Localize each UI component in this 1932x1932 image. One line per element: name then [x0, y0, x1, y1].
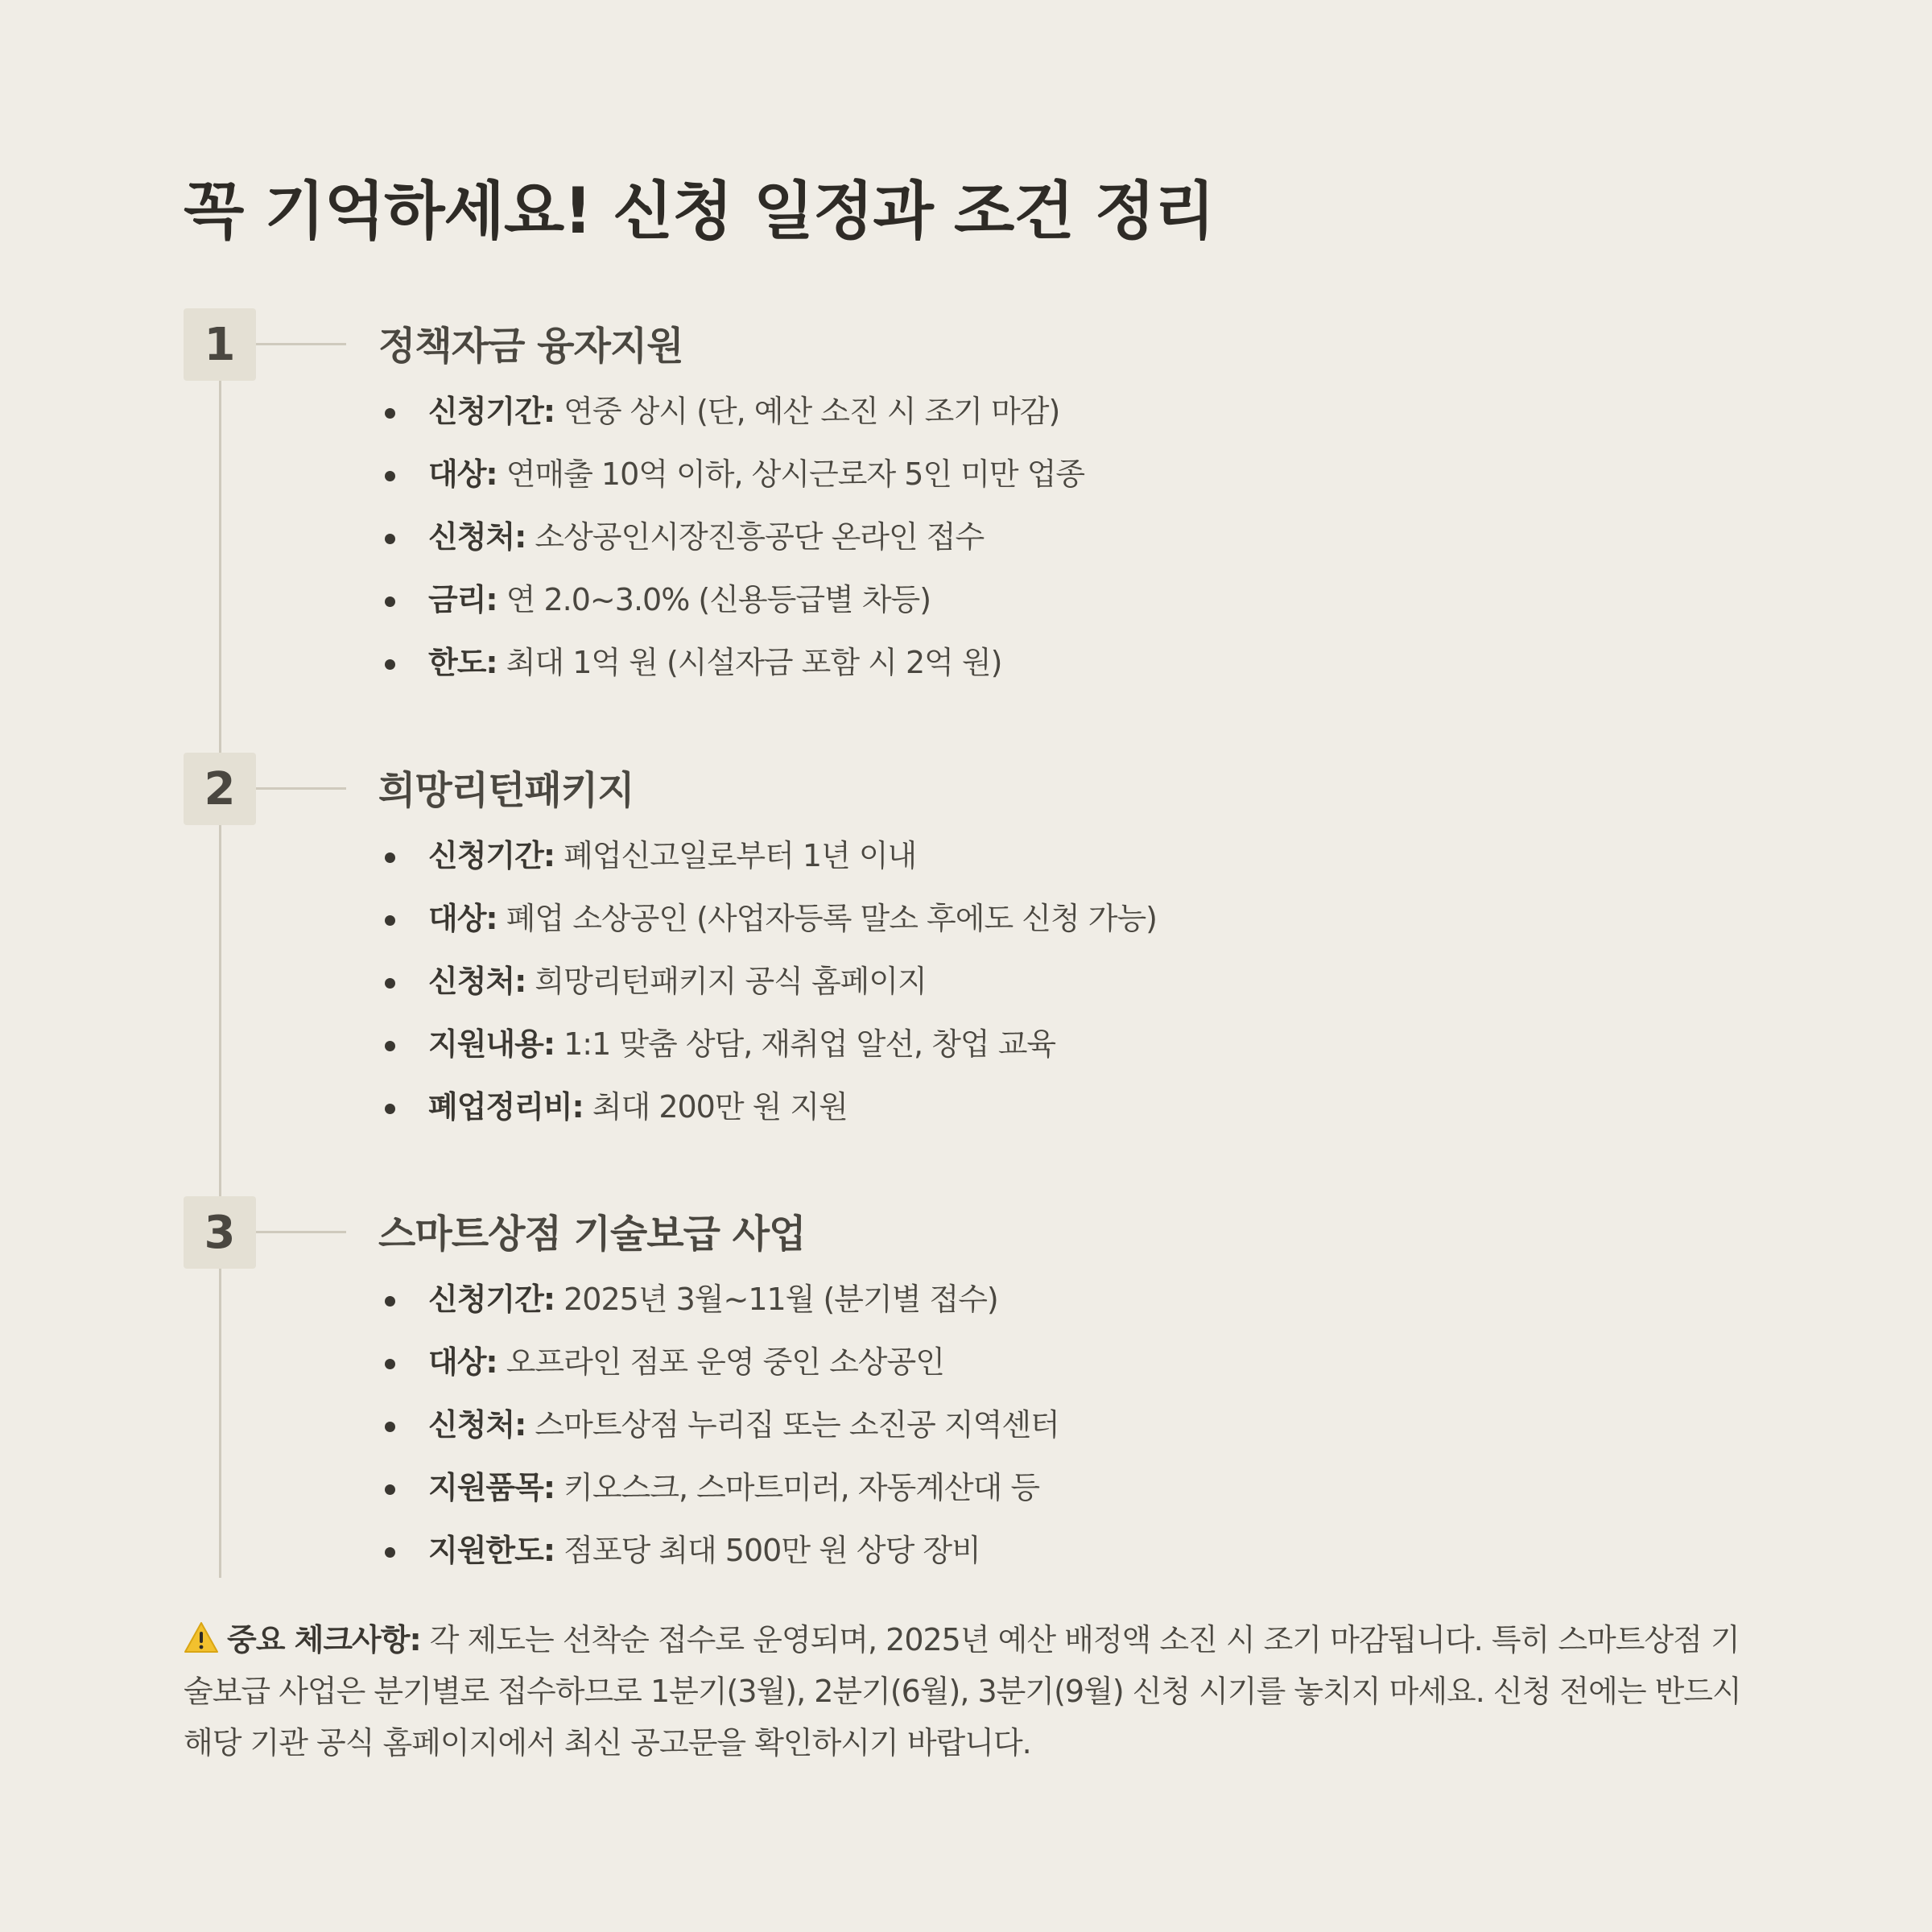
item-value: 폐업 소상공인 (사업자등록 말소 후에도 신청 가능): [497, 901, 1157, 936]
item-value: 2025년 3월~11월 (분기별 접수): [555, 1282, 998, 1317]
item-label: 지원내용:: [428, 1026, 555, 1062]
item-value: 연 2.0~3.0% (신용등급별 차등): [497, 582, 931, 617]
list-item: [378, 1402, 1059, 1465]
important-note: [184, 1614, 1761, 1769]
bullet: [385, 408, 395, 419]
bullet: [385, 1484, 395, 1495]
list-item: [378, 1022, 1157, 1084]
item-value: 연매출 10억 이하, 상시근로자 5인 미만 업종: [497, 456, 1085, 492]
item-label: 대상:: [428, 901, 497, 936]
bullet: [385, 534, 395, 544]
item-label: 폐업정리비:: [428, 1089, 584, 1125]
step-number-badge: 1: [184, 308, 256, 381]
step-item-list: [378, 833, 1157, 1147]
item-label: 신청기간:: [428, 1282, 555, 1317]
list-item: [378, 514, 1084, 577]
step-number-badge: 3: [184, 1196, 256, 1269]
item-value: 희망리턴패키지 공식 홈페이지: [526, 964, 927, 999]
list-item: [378, 1528, 1059, 1591]
list-item: [378, 389, 1084, 452]
timeline-line: [219, 346, 221, 1578]
bullet: [385, 1359, 395, 1369]
warning-icon-graphic: [184, 1621, 219, 1653]
bullet: [385, 1041, 395, 1051]
item-label: 신청기간:: [428, 838, 555, 873]
bullet: [385, 978, 395, 989]
list-item: [378, 833, 1157, 896]
item-value: 오프라인 점포 운영 중인 소상공인: [497, 1344, 944, 1380]
list-item: [378, 1277, 1059, 1340]
bullet: [385, 915, 395, 926]
list-item: [378, 959, 1157, 1022]
step-connector: [256, 343, 346, 345]
note-label: 중요 체크사항:: [227, 1622, 421, 1657]
item-value: 키오스크, 스마트미러, 자동계산대 등: [555, 1470, 1040, 1505]
item-label: 신청처:: [428, 964, 526, 999]
step-number-badge: 2: [184, 753, 256, 825]
list-item: [378, 640, 1084, 703]
step-item-list: [378, 389, 1084, 703]
warning-icon: [184, 1621, 219, 1653]
list-item: [378, 1084, 1157, 1147]
item-value: 1:1 맞춤 상담, 재취업 알선, 창업 교육: [555, 1026, 1056, 1062]
list-item: [378, 577, 1084, 640]
list-item: [378, 452, 1084, 514]
note-text: 각 제도는 선착순 접수로 운영되며, 2025년 예산 배정액 소진 시 조기 마감됩니다. 특히 스마트상점 기술보급 사업은 분기별로 접수하므로 1분기(3월), 2분기(6월), 3분기(9월) 신청 시기를 놓치지 마세요. 신청 전에는 반드시 해당 기관 공식 홈페이지에서 최신 공고문을 확인하시기 바랍니다.: [184, 1622, 1741, 1761]
item-label: 대상:: [428, 456, 497, 492]
step-item-list: [378, 1277, 1059, 1591]
item-label: 신청기간:: [428, 394, 555, 429]
list-item: [378, 1465, 1059, 1528]
item-value: 점포당 최대 500만 원 상당 장비: [555, 1533, 980, 1568]
list-item: [378, 896, 1157, 959]
item-label: 신청처:: [428, 519, 526, 555]
item-value: 스마트상점 누리집 또는 소진공 지역센터: [526, 1407, 1059, 1443]
item-value: 소상공인시장진흥공단 온라인 접수: [526, 519, 985, 555]
item-value: 폐업신고일로부터 1년 이내: [555, 838, 917, 873]
step-title: 희망리턴패키지: [378, 768, 634, 813]
step-connector: [256, 1231, 346, 1233]
item-label: 대상:: [428, 1344, 497, 1380]
step-connector: [256, 787, 346, 790]
bullet: [385, 1296, 395, 1307]
list-item: [378, 1340, 1059, 1402]
item-value: 최대 1억 원 (시설자금 포함 시 2억 원): [497, 645, 1002, 680]
bullet: [385, 659, 395, 670]
bullet: [385, 471, 395, 481]
bullet: [385, 597, 395, 607]
page-title: 꼭 기억하세요! 신청 일정과 조건 정리: [184, 175, 1215, 248]
bullet: [385, 852, 395, 863]
item-label: 지원한도:: [428, 1533, 555, 1568]
item-label: 한도:: [428, 645, 497, 680]
item-label: 금리:: [428, 582, 497, 617]
bullet: [385, 1104, 395, 1114]
item-label: 신청처:: [428, 1407, 526, 1443]
item-value: 최대 200만 원 지원: [583, 1089, 848, 1125]
item-label: 지원품목:: [428, 1470, 555, 1505]
item-value: 연중 상시 (단, 예산 소진 시 조기 마감): [555, 394, 1060, 429]
step-title: 정책자금 융자지원: [378, 324, 683, 369]
step-title: 스마트상점 기술보급 사업: [378, 1212, 806, 1257]
bullet: [385, 1422, 395, 1432]
bullet: [385, 1547, 395, 1558]
